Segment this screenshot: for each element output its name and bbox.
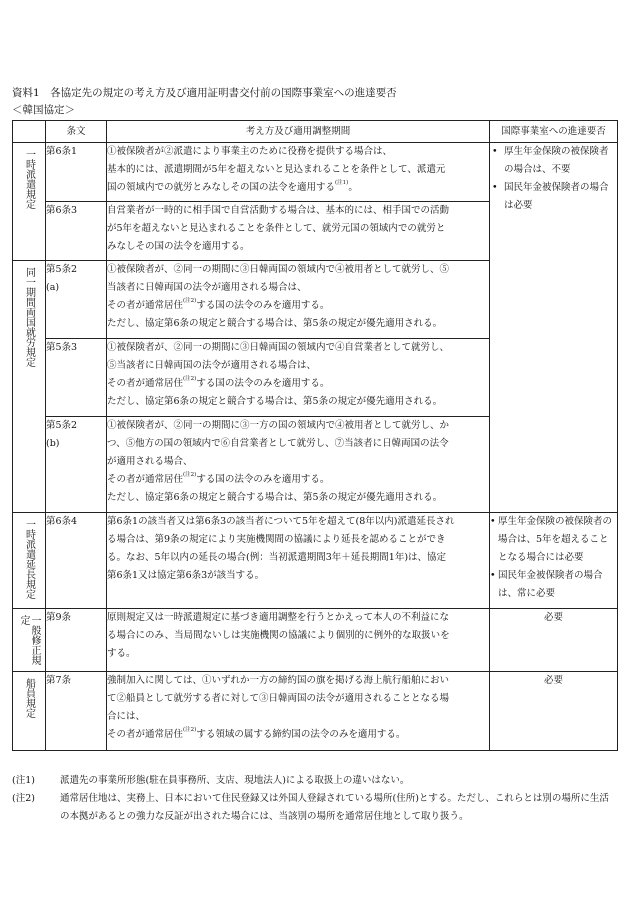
article-label: 第5条2 <box>46 420 78 431</box>
content-cell <box>107 513 490 609</box>
footnote-marker: (注2) <box>183 376 197 382</box>
article-cell <box>46 609 107 672</box>
article-label: 第5条2 <box>46 264 78 275</box>
header-article: 条文 <box>46 121 107 143</box>
requirement-value: 必要 <box>543 675 563 686</box>
content-cell <box>107 202 490 261</box>
content-line: 第6条1の該当者又は第6条3の該当者について5年を超えて(8年以内)派遣延長され <box>107 516 455 527</box>
article-cell <box>46 672 107 751</box>
content-line: が5年を超えないと見込まれることを条件として、就労元国の領域内での就労と <box>107 223 446 234</box>
content-line: つ、⑤他方の国の領域内で⑥自営業者として就労し、⑦当該者に日韓両国の法令 <box>107 438 449 449</box>
content-line: る場合は、第9条の規定により実施機関間の協議により延長を認めることができ <box>107 534 446 545</box>
agreement-table <box>12 120 618 751</box>
article-label: 第9条 <box>46 612 72 623</box>
requirement-cell <box>490 672 618 751</box>
content-line: 強制加入に関しては、①いずれか一方の締約国の旗を掲げる海上航行船舶におい <box>107 675 450 686</box>
footnote-label: (注2) <box>12 793 35 804</box>
article-label: 第7条 <box>46 675 72 686</box>
footnote-text: 通常居住地は、実務上、日本において住民登録又は外国人登録されている場所(住所)とする。ただし、これらとは別の場所に生活の本拠があるとの強力な反証が出された場合には、当該別の場所を通常居住地として取り扱う。 <box>60 793 609 822</box>
table-row <box>13 143 618 202</box>
content-cell <box>107 143 490 202</box>
table-row <box>13 672 618 751</box>
group-label-cell <box>13 672 46 751</box>
article-cell <box>46 143 107 202</box>
content-cell <box>107 339 490 417</box>
group-label-cell <box>13 609 46 672</box>
requirement-list <box>490 513 617 603</box>
content-line: ①被保険者が、②同一の期間に③一方の国の領域内で④被用者として就労し、か <box>107 420 450 431</box>
table-row <box>13 513 618 609</box>
content-line: その者が通常居住$^{(注2)}$する国の法令のみを適用する。 <box>107 376 330 389</box>
article-sublabel: (a) <box>46 282 60 293</box>
footnote-marker: (注1) <box>335 180 349 186</box>
group-label: 一時派遣延長規定 <box>23 519 35 599</box>
content-line: その者が通常居住$^{(注2)}$する国の法令のみを適用する。 <box>107 472 330 485</box>
article-cell <box>46 513 107 609</box>
group-label: 船員規定 <box>23 678 35 718</box>
header-requirement: 国際事業室への進達要否 <box>490 121 618 143</box>
footnote <box>12 790 617 826</box>
content-line: る場合にのみ、当局間ないしは実施機関の協議により個別的に例外的な取扱いを <box>107 630 450 641</box>
content-line: みなしその国の法令を適用する。 <box>107 241 250 252</box>
content-line: て②船員として就労する者に対して③日韓両国の法令が適用されることとなる場 <box>107 693 450 704</box>
header-group <box>13 121 46 143</box>
content-line: 合には、 <box>107 711 146 722</box>
article-cell <box>46 339 107 417</box>
footnote <box>12 772 617 790</box>
content-cell <box>107 261 490 339</box>
content-line: ⑤当該者に日韓両国の法令が適用される場合は、 <box>107 360 317 371</box>
group-label-cell <box>13 143 46 261</box>
requirement-item: • 厚生年金保険の被保険者の場合は、不要 <box>490 143 617 179</box>
requirement-cell <box>490 609 618 672</box>
group-label-cell <box>13 261 46 513</box>
group-label: 一般修正規定 <box>18 615 40 665</box>
requirement-list <box>490 143 617 215</box>
requirement-item: • 国民年金被保険者の場合は、常に必要 <box>490 567 617 603</box>
requirement-cell <box>490 513 618 609</box>
content-line: ①被保険者が、②同一の期間に③日韓両国の領域内で④自営業者として就労し、 <box>107 342 450 353</box>
content-line: ただし、協定第6条の規定と競合する場合は、第5条の規定が優先適用される。 <box>107 396 443 407</box>
table-header-row <box>13 121 618 143</box>
article-cell <box>46 202 107 261</box>
table-row <box>13 609 618 672</box>
footnote-text: 派遣先の事業所形態(駐在員事務所、支店、現地法人)による取扱上の違いはない。 <box>60 775 410 786</box>
footnote-marker: (注2) <box>183 727 197 733</box>
group-label: 一時派遣規定 <box>23 149 35 209</box>
content-line: その者が通常居住$^{(注2)}$する国の法令のみを適用する。 <box>107 298 330 311</box>
group-label: 同一期間両国就労規定 <box>23 267 35 367</box>
content-line: 原則規定又は一時派遣規定に基づき適用調整を行うとかえって本人の不利益にな <box>107 612 450 623</box>
content-cell <box>107 672 490 751</box>
content-line: する。 <box>107 648 136 659</box>
footnote-marker: (注2) <box>183 472 197 478</box>
content-line: 当該者に日韓両国の法令が適用される場合は、 <box>107 282 307 293</box>
content-line: ①被保険者が②派遣により事業主のために役務を提供する場合は、 <box>107 146 393 157</box>
agreement-subheading: ＜韓国協定＞ <box>12 104 75 116</box>
content-line: 国の領域内での就労とみなしその国の法令を適用する$^{(注1)}$。 <box>107 180 358 193</box>
header-content: 考え方及び適用調整期間 <box>107 121 490 143</box>
content-line: 基本的には、派遣期間が5年を超えないと見込まれることを条件として、派遣元 <box>107 164 446 175</box>
article-cell <box>46 261 107 339</box>
content-line: が適用される場合、 <box>107 456 193 467</box>
footnote-marker: (注2) <box>183 298 197 304</box>
group-label-cell <box>13 513 46 609</box>
document-heading: 資料1 各協定先の規定の考え方及び適用証明書交付前の国際事業室への進達要否 <box>12 87 397 99</box>
footnote-label: (注1) <box>12 775 35 786</box>
requirement-item: • 厚生年金保険の被保険者の場合は、5年を超えることとなる場合には必要 <box>490 513 617 567</box>
content-line: ただし、協定第6条の規定と競合する場合は、第5条の規定が優先適用される。 <box>107 492 443 503</box>
article-label: 第5条3 <box>46 342 78 353</box>
content-line: 第6条1又は協定第6条3が該当する。 <box>107 570 265 581</box>
content-line: その者が通常居住$^{(注2)}$する領域の属する締約国の法令のみを適用する。 <box>107 727 406 740</box>
content-cell <box>107 609 490 672</box>
requirement-value: 必要 <box>543 612 563 623</box>
content-line: る。なお、5年以内の延長の場合(例：当初派遣期間3年＋延長期間1年)は、協定 <box>107 552 447 563</box>
requirement-item: • 国民年金被保険者の場合は必要 <box>490 179 617 215</box>
content-line: 自営業者が一時的に相手国で自営活動する場合は、基本的には、相手国での活動 <box>107 205 450 216</box>
content-cell <box>107 417 490 513</box>
requirement-cell <box>490 143 618 513</box>
footnotes <box>12 772 617 826</box>
article-label: 第6条3 <box>46 205 78 216</box>
content-line: ①被保険者が、②同一の期間に③日韓両国の領域内で④被用者として就労し、⑤ <box>107 264 450 275</box>
article-cell <box>46 417 107 513</box>
article-label: 第6条1 <box>46 146 78 157</box>
content-line: ただし、協定第6条の規定と競合する場合は、第5条の規定が優先適用される。 <box>107 318 443 329</box>
article-label: 第6条4 <box>46 516 78 527</box>
article-sublabel: (b) <box>46 438 60 449</box>
